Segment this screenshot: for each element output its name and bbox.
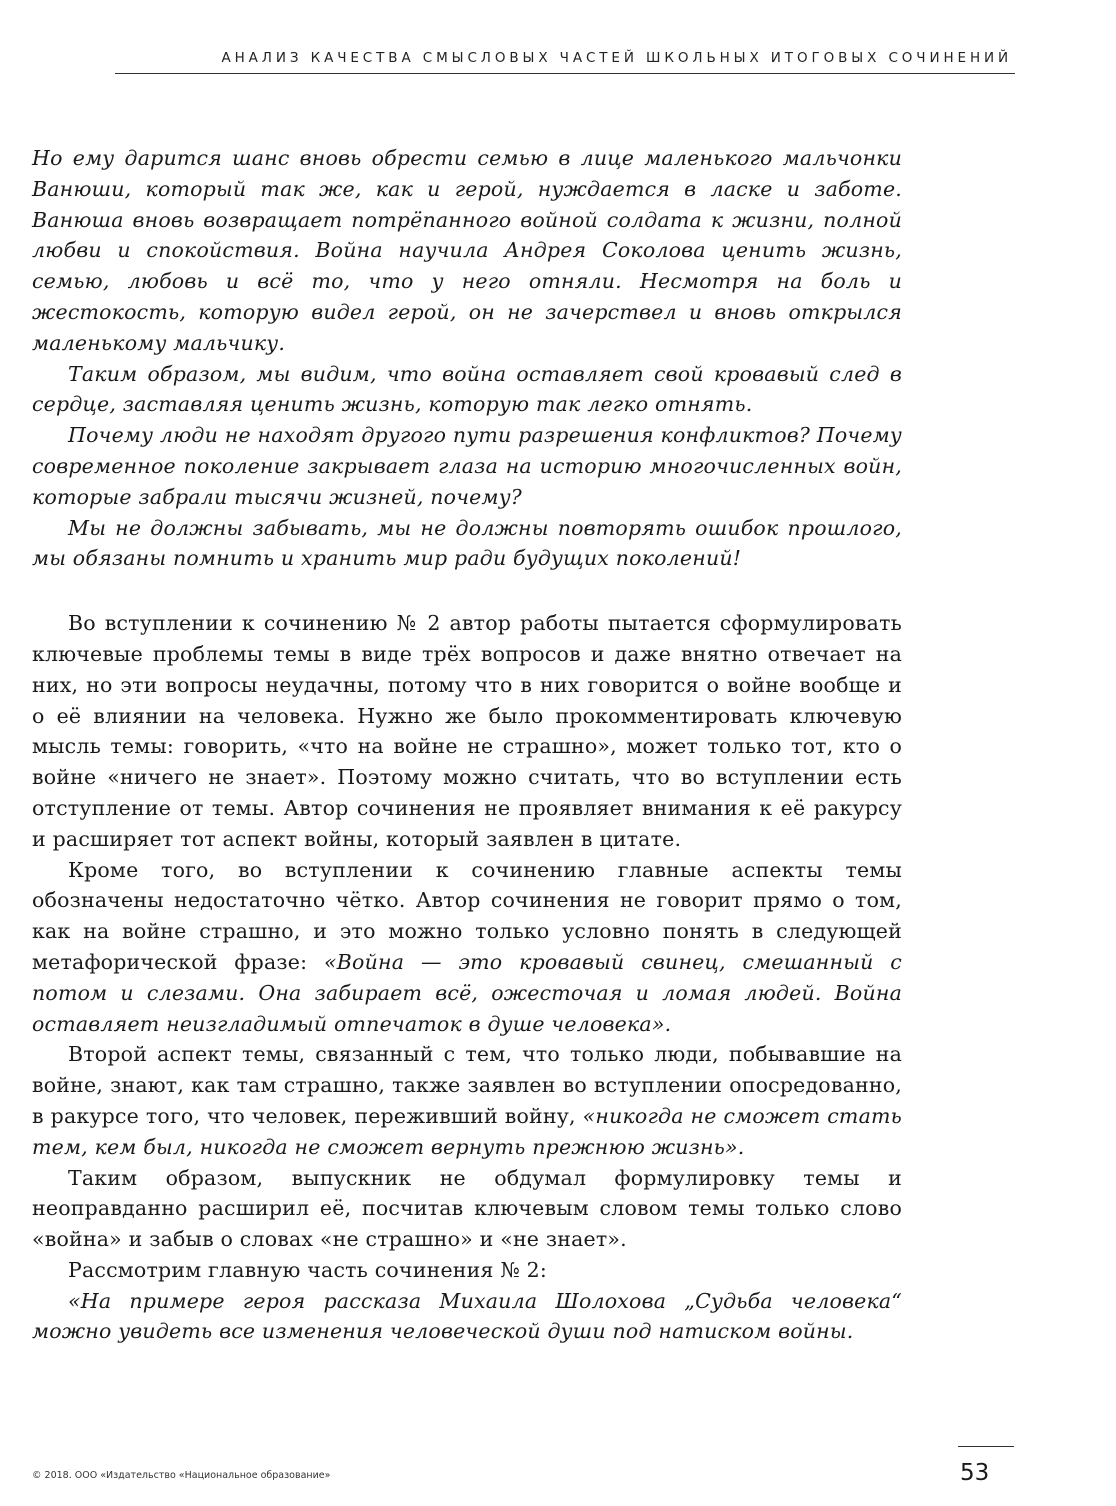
analysis-paragraph: Рассмотрим главную часть сочинения № 2: (68, 1257, 548, 1282)
essay-paragraph: Почему люди не находят другого пути разрешения конфликтов? Почему современное поколение закрывает глаза на историю многочисленных войн, которые забрали тысячи жизней, почему? (32, 423, 902, 509)
analysis-paragraph (32, 1039, 902, 1162)
section-gap (32, 574, 902, 608)
analysis-paragraph (32, 855, 902, 1040)
analysis-text: Второй аспект темы, связанный с тем, что только люди, побывавшие на войне, знают, как там страшно, также заявлен во вступлении опосредованно, в ракурсе того, что человек, переживший войну, (32, 1042, 902, 1128)
essay-paragraph: Таким образом, мы видим, что война оставляет свой кровавый след в сердце, заставляя ценить жизнь, которую так легко отнять. (32, 361, 902, 417)
header-divider (115, 73, 1015, 74)
analysis-text: Кроме того, во вступлении к сочинению главные аспекты темы обозначены недостаточно чётко. Автор сочинения не говорит прямо о том, как на войне страшно, и это можно только условно понять в следующей метафорической фразе: (32, 857, 902, 974)
analysis-paragraph: Таким образом, выпускник не обдумал формулировку темы и неоправданно расширил её, посчитав ключевым словом темы только слово «война» и забыв о словах «не страшно» и «не знает». (32, 1165, 902, 1252)
essay-quote: «Война — это кровавый свинец, смешанный с потом и слезами. Она забирает всё, ожесточая и ломая людей. Война оставляет неизгладимый отпечаток в душе человека». (32, 949, 902, 1036)
footer-divider (958, 1446, 1014, 1447)
essay-paragraph: Но ему дарится шанс вновь обрести семью в лице маленького мальчонки Ванюши, который так же, как и герой, нуждается в ласке и заботе. Ванюша вновь возвращает потрёпанного войной солдата к жизни, полной любви и спокойствия. Война научила Андрея Соколова ценить жизнь, семью, любовь и всё то, что у него отняли. Несмотря на боль и жестокость, которую видел герой, он не зачерствел и вновь открылся маленькому мальчику. (32, 146, 902, 355)
running-header: АНАЛИЗ КАЧЕСТВА СМЫСЛОВЫХ ЧАСТЕЙ ШКОЛЬНЫХ ИТОГОВЫХ СОЧИНЕНИЙ (221, 50, 1012, 66)
copyright-notice: © 2018. ООО «Издательство «Национальное образование» (32, 1470, 331, 1481)
page-number: 53 (960, 1460, 990, 1486)
essay-quote-paragraph: «На примере героя рассказа Михаила Шолохова „Судьба человека“ можно увидеть все изменения человеческой души под натиском войны. (32, 1288, 902, 1344)
page-body (32, 143, 902, 1347)
essay-paragraph: Мы не должны забывать, мы не должны повторять ошибок прошлого, мы обязаны помнить и хранить мир ради будущих поколений! (32, 515, 902, 571)
essay-quote: «никогда не сможет стать тем, кем был, никогда не сможет вернуть прежнюю жизнь». (32, 1103, 902, 1159)
analysis-paragraph: Во вступлении к сочинению № 2 автор работы пытается сформулировать ключевые проблемы темы в виде трёх вопросов и даже внятно отвечает на них, но эти вопросы неудачны, потому что в них говорится о войне вообще и о её влиянии на человека. Нужно же было прокомментировать ключевую мысль темы: говорить, «что на войне не страшно», может только тот, кто о войне «ничего не знает». Поэтому можно считать, что во вступлении есть отступление от темы. Автор сочинения не проявляет внимания к её ракурсу и расширяет тот аспект войны, который заявлен в цитате. (32, 611, 902, 851)
